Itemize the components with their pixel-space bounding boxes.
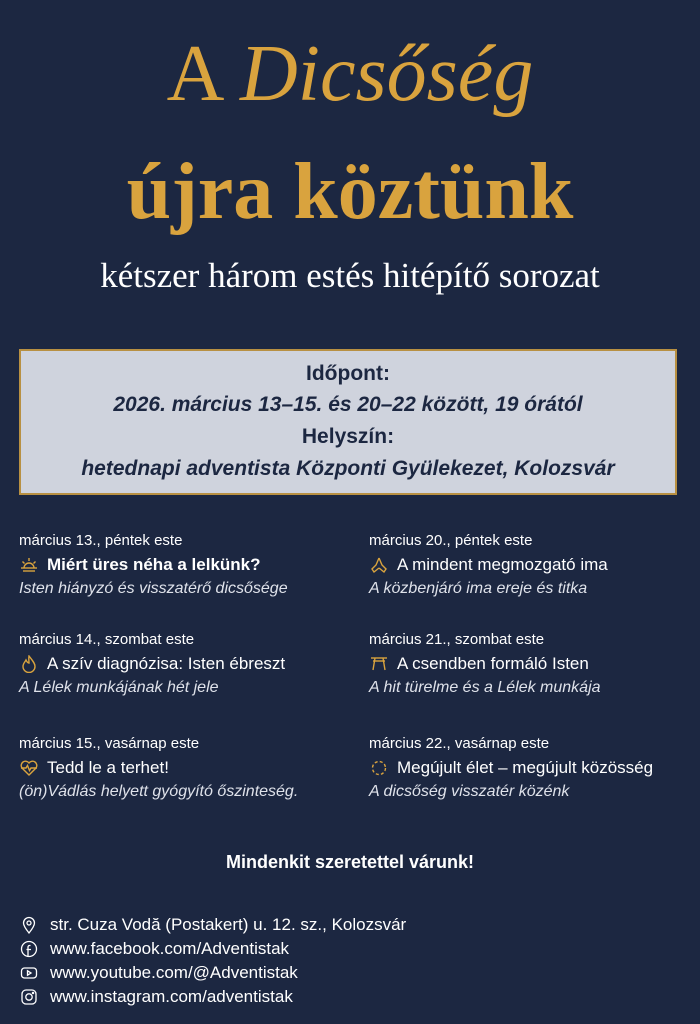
torii-icon bbox=[369, 655, 389, 673]
heart-pulse-icon bbox=[19, 759, 39, 777]
event-item bbox=[19, 735, 349, 802]
event-title-text: Tedd le a terhet! bbox=[47, 758, 169, 777]
event-subtitle: (ön)Vádlás helyett gyógyító őszinteség. bbox=[19, 783, 299, 800]
place-value: hetednapi adventista Központi Gyülekezet, Kolozsvár bbox=[81, 457, 615, 480]
event-item bbox=[369, 631, 699, 698]
event-item bbox=[369, 532, 699, 599]
event-date bbox=[369, 735, 699, 753]
event-subtitle: A közbenjáró ima ereje és titka bbox=[369, 580, 588, 597]
event-date-weekday: , péntek este bbox=[96, 532, 183, 549]
event-title bbox=[369, 757, 699, 779]
youtube-icon bbox=[20, 964, 38, 982]
location-pin-icon bbox=[20, 916, 38, 934]
instagram-icon bbox=[20, 988, 38, 1006]
event-item bbox=[369, 735, 699, 802]
event-title-text: Megújult élet – megújult közösség bbox=[397, 758, 654, 777]
info-box bbox=[19, 349, 677, 495]
event-title bbox=[19, 554, 349, 576]
time-value: 2026. március 13–15. és 20–22 között, 19 órától bbox=[113, 393, 583, 416]
title-word-a: A bbox=[166, 30, 221, 118]
event-title-text: A mindent megmozgató ima bbox=[397, 555, 608, 574]
facebook-icon bbox=[20, 940, 38, 958]
event-date-weekday: , vasárnap este bbox=[446, 735, 550, 752]
event-date bbox=[19, 532, 349, 550]
title-line-1 bbox=[0, 30, 700, 118]
event-date-day: március 22. bbox=[369, 735, 447, 752]
contact-facebook[interactable] bbox=[20, 939, 289, 959]
event-title bbox=[19, 757, 349, 779]
event-item bbox=[19, 631, 349, 698]
sunrise-icon bbox=[19, 556, 39, 574]
event-date bbox=[19, 735, 349, 753]
event-title-text: A szív diagnózisa: Isten ébreszt bbox=[47, 654, 286, 673]
contact-instagram[interactable] bbox=[20, 987, 293, 1007]
event-subtitle: Isten hiányzó és visszatérő dicsősége bbox=[19, 580, 288, 597]
contact-text: str. Cuza Vodă (Postakert) u. 12. sz., Kolozsvár bbox=[50, 915, 407, 934]
event-title bbox=[369, 653, 699, 675]
event-date bbox=[369, 631, 699, 649]
event-subtitle: A hit türelme és a Lélek munkája bbox=[369, 679, 601, 696]
event-title bbox=[19, 653, 349, 675]
event-date bbox=[19, 631, 349, 649]
time-label: Időpont: bbox=[306, 362, 390, 385]
welcome-message: Mindenkit szeretettel várunk! bbox=[225, 852, 475, 872]
contact-address bbox=[20, 915, 406, 935]
event-title-text: Miért üres néha a lelkünk? bbox=[47, 555, 261, 574]
event-date-weekday: , szombat este bbox=[446, 631, 545, 648]
event-date-day: március 14. bbox=[19, 631, 97, 648]
subtitle: kétszer három estés hitépítő sorozat bbox=[100, 256, 600, 295]
contact-youtube[interactable] bbox=[20, 963, 298, 983]
event-date-day: március 13. bbox=[19, 532, 97, 549]
event-item bbox=[19, 532, 349, 599]
event-date-weekday: , péntek este bbox=[446, 532, 533, 549]
event-subtitle: A Lélek munkájának hét jele bbox=[19, 679, 219, 696]
contact-text[interactable]: www.instagram.com/adventistak bbox=[50, 987, 293, 1006]
event-date-weekday: , szombat este bbox=[96, 631, 195, 648]
contact-text[interactable]: www.facebook.com/Adventistak bbox=[50, 939, 290, 958]
place-label: Helyszín: bbox=[301, 425, 395, 448]
event-date-day: március 15. bbox=[19, 735, 97, 752]
event-date bbox=[369, 532, 699, 550]
event-date-day: március 21. bbox=[369, 631, 447, 648]
event-title-text: A csendben formáló Isten bbox=[397, 654, 589, 673]
event-date-day: március 20. bbox=[369, 532, 447, 549]
event-subtitle: A dicsőség visszatér közénk bbox=[369, 783, 570, 800]
event-title bbox=[369, 554, 699, 576]
flame-icon bbox=[19, 655, 39, 673]
contact-text[interactable]: www.youtube.com/@Adventistak bbox=[50, 963, 298, 982]
praying-hands-icon bbox=[369, 556, 389, 574]
title-word-dicsoseg: Dicsőség bbox=[240, 30, 534, 118]
dashed-circle-icon bbox=[369, 759, 389, 777]
title-line-2: újra köztünk bbox=[126, 148, 574, 236]
event-date-weekday: , vasárnap este bbox=[96, 735, 200, 752]
